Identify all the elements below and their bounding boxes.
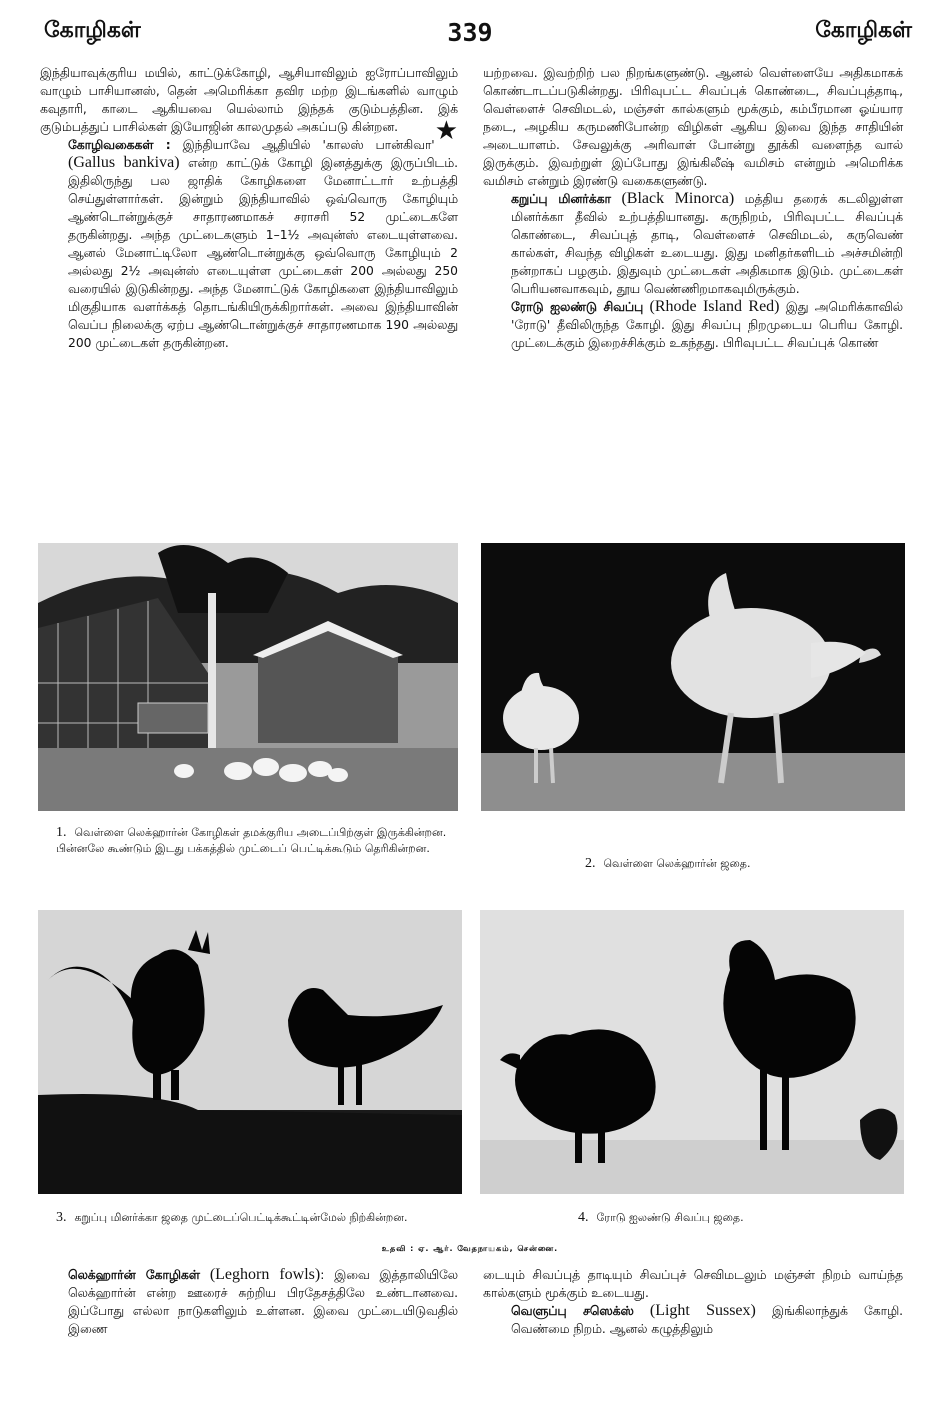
photo-black-minorca-pair (38, 910, 462, 1194)
paragraph-black-minorca: கறுப்பு மினர்க்கா (Black Minorca) மத்திய தரைக் கடலிலுள்ள மினர்க்கா தீவில் உற்பத்தியானது. கருநிறம், பிரிவுபட்ட சிவப்புக் கொண்டை, சிவப்புத் தாடி, வெள்ளைச் செவிமடல், கருவெண் கால்கள், சிவந்த விழிகள் உடையது. இது மனிதர்களிடம் அச்சமின்றி நன்றாகப் பழகும். இதுவும் முட்டைகள் அதிகமாக இடும். முட்டைகள் பெரியனவாகவும், தூய வெண்ணிறமாகவுமிருக்கும். (511, 190, 903, 296)
section-heading: கறுப்பு மினர்க்கா (511, 192, 611, 206)
section-heading: ரோடு ஐலண்டு சிவப்பு (511, 300, 644, 314)
paragraph-rir-cont: டையும் சிவப்புத் தாடியும் சிவப்புச் செவிமடலும் மஞ்சள் நிறம் வாய்ந்த கால்களும் மூக்கும் உடையது. (483, 1268, 903, 1300)
photo-rhode-island-red-pair (480, 910, 904, 1194)
running-head-left: கோழிகள் (44, 18, 141, 43)
star-icon: ★ (434, 116, 458, 146)
paragraph-leghorn: லெக்ஹார்ன் கோழிகள் (Leghorn fowls): இவை இத்தாலியிலே லெக்ஹார்ன் என்ற ஊரைச் சுற்றிய பிரதேசத்திலே உண்டானவை. இப்போது எல்லா நாடுகளிலும் உள்ளன. இவை முட்டையிடுவதில் இணை (68, 1266, 458, 1336)
page-number: 339 (447, 18, 493, 47)
photo-credit: உதவி : ஏ. ஆர். வேதநாயகம், சென்னை. (381, 1244, 559, 1253)
paragraph-kinds-of-fowl: கோழிவகைகள் : இந்தியாவே ஆதியில் 'காலஸ் பான்கிவா' (Gallus bankiva) என்ற காட்டுக் கோழி இனத்துக்கு இருப்பிடம். இதிலிருந்து பல ஜாதிக் கோழிகளை மேனாட்டார் உற்பத்தி செய்துள்ளார்கள். இன்றும் இந்தியாவில் ஒவ்வொரு கோழியும் ஆண்டொன்றுக்குச் சாதாரணமாகச் சராசரி 52 முட்டைகளே தருகின்றது. அந்த முட்டைகளும் 1–1½ அவுன்ஸ் எடையுள்ளவை. ஆனல் மேனாட்டிலோ ஆண்டொன்றுக்கு ஒவ்வொரு கோழியும் 2 அல்லது 2½ அவுன்ஸ் எடையுள்ள முட்டைகள் 200 அல்லது 250 வரையில் இடுகின்றது. அந்த மேனாட்டுக் கோழிகளை இந்தியாவிலும் மிகுதியாக வளர்க்கத் தொடங்கியிருக்கிறார்கள். அவை இந்தியாவின் வெப்ப நிலைக்கு ஏற்ப ஆண்டொன்றுக்குச் சாதாரணமாக 190 அல்லது 200 முட்டைகள் தருகின்றன. (68, 138, 459, 350)
paragraph-light-sussex: வெளுப்பு சஸெக்ஸ் (Light Sussex) இங்கிலாந்துக் கோழி. வெண்மை நிறம். ஆனல் கழுத்திலும் (511, 1302, 904, 1336)
paragraph-leghorn-cont: யற்றவை. இவற்றிற் பல நிறங்களுண்டு. ஆனல் வெள்ளையே அதிகமாகக் கொண்டாடப்படுகின்றது. பிரிவுபட்ட சிவப்புக் கொண்டை, சிவப்புத்தாடி, வெள்ளைச் செவிமடல், மஞ்சள் கால்களும் மூக்கும், கம்பீரமான ஓய்யார நடை, அழகிய கருமணிபோன்ற விழிகள் ஆகிய இவை இந்த சாதியின் அடையாளம். சேவலுக்கு அரிவாள் போன்று தூக்கி வளைந்த வால் இருக்கும். இவற்றுள் இப்போது இங்கிலீஷ் வமிசம் என்றும் அமெரிக்க வமிசம் என்றும் இரண்டு வகைகளுண்டு. (483, 66, 903, 188)
photo-leghorn-enclosure (38, 543, 458, 811)
left-column-top (40, 64, 458, 352)
caption-4: 4. ரோடு ஐலண்டு சிவப்பு ஜதை. (578, 1210, 744, 1225)
right-column-top (483, 64, 903, 352)
section-heading: கோழிவகைகள் : (68, 138, 171, 152)
paragraph-family-text: இந்தியாவுக்குரிய மயில், காட்டுக்கோழி, ஆசியாவிலும் ஐரோப்பாவிலும் வாழும் பாசியானஸ், தென் அமெரிக்கா தவிர மற்ற இடங்களில் வாழும் கவுதாரி, காடை ஆகியவை யெல்லாம் இந்தக் குடும்பத்தின. இக் குடும்பத்துப் பாசில்கள் இயோஜின் காலமுதல் அகப்படு கின்றன. ★ (40, 66, 458, 146)
paragraph-rhode-island-red: ரோடு ஐலண்டு சிவப்பு (Rhode Island Red) இது அமெரிக்காவில் 'ரோடு' தீவிலிருந்த கோழி. இது சிவப்பு நிறமுடைய பெரிய கோழி. முட்டைக்கும் இறைச்சிக்கும் உகந்தது. பிரிவுபட்ட சிவப்புக் கொண் (511, 298, 903, 350)
running-head-right: கோழிகள் (815, 18, 912, 43)
caption-2: 2. வெள்ளை லெக்ஹார்ன் ஜதை. (585, 856, 751, 871)
right-column-bottom (483, 1266, 903, 1338)
caption-1: 1. வெள்ளை லெக்ஹார்ன் கோழிகள் தமக்குரிய அடைப்பிற்குள் இருக்கின்றன. பின்னலே கூண்டும் இடது பக்கத்தில் முட்டைப் பெட்டிக்கூடும் தெரிகின்றன. (56, 825, 447, 855)
left-column-bottom (40, 1266, 458, 1338)
section-heading: வெளுப்பு சஸெக்ஸ் (511, 1304, 634, 1318)
section-heading: லெக்ஹார்ன் கோழிகள் (68, 1268, 200, 1282)
photo-white-leghorn-pair (481, 543, 905, 811)
caption-3: 3. கறுப்பு மினர்க்கா ஜதை முட்டைப்பெட்டிக்கூட்டின்மேல் நிற்கின்றன. (56, 1210, 408, 1225)
